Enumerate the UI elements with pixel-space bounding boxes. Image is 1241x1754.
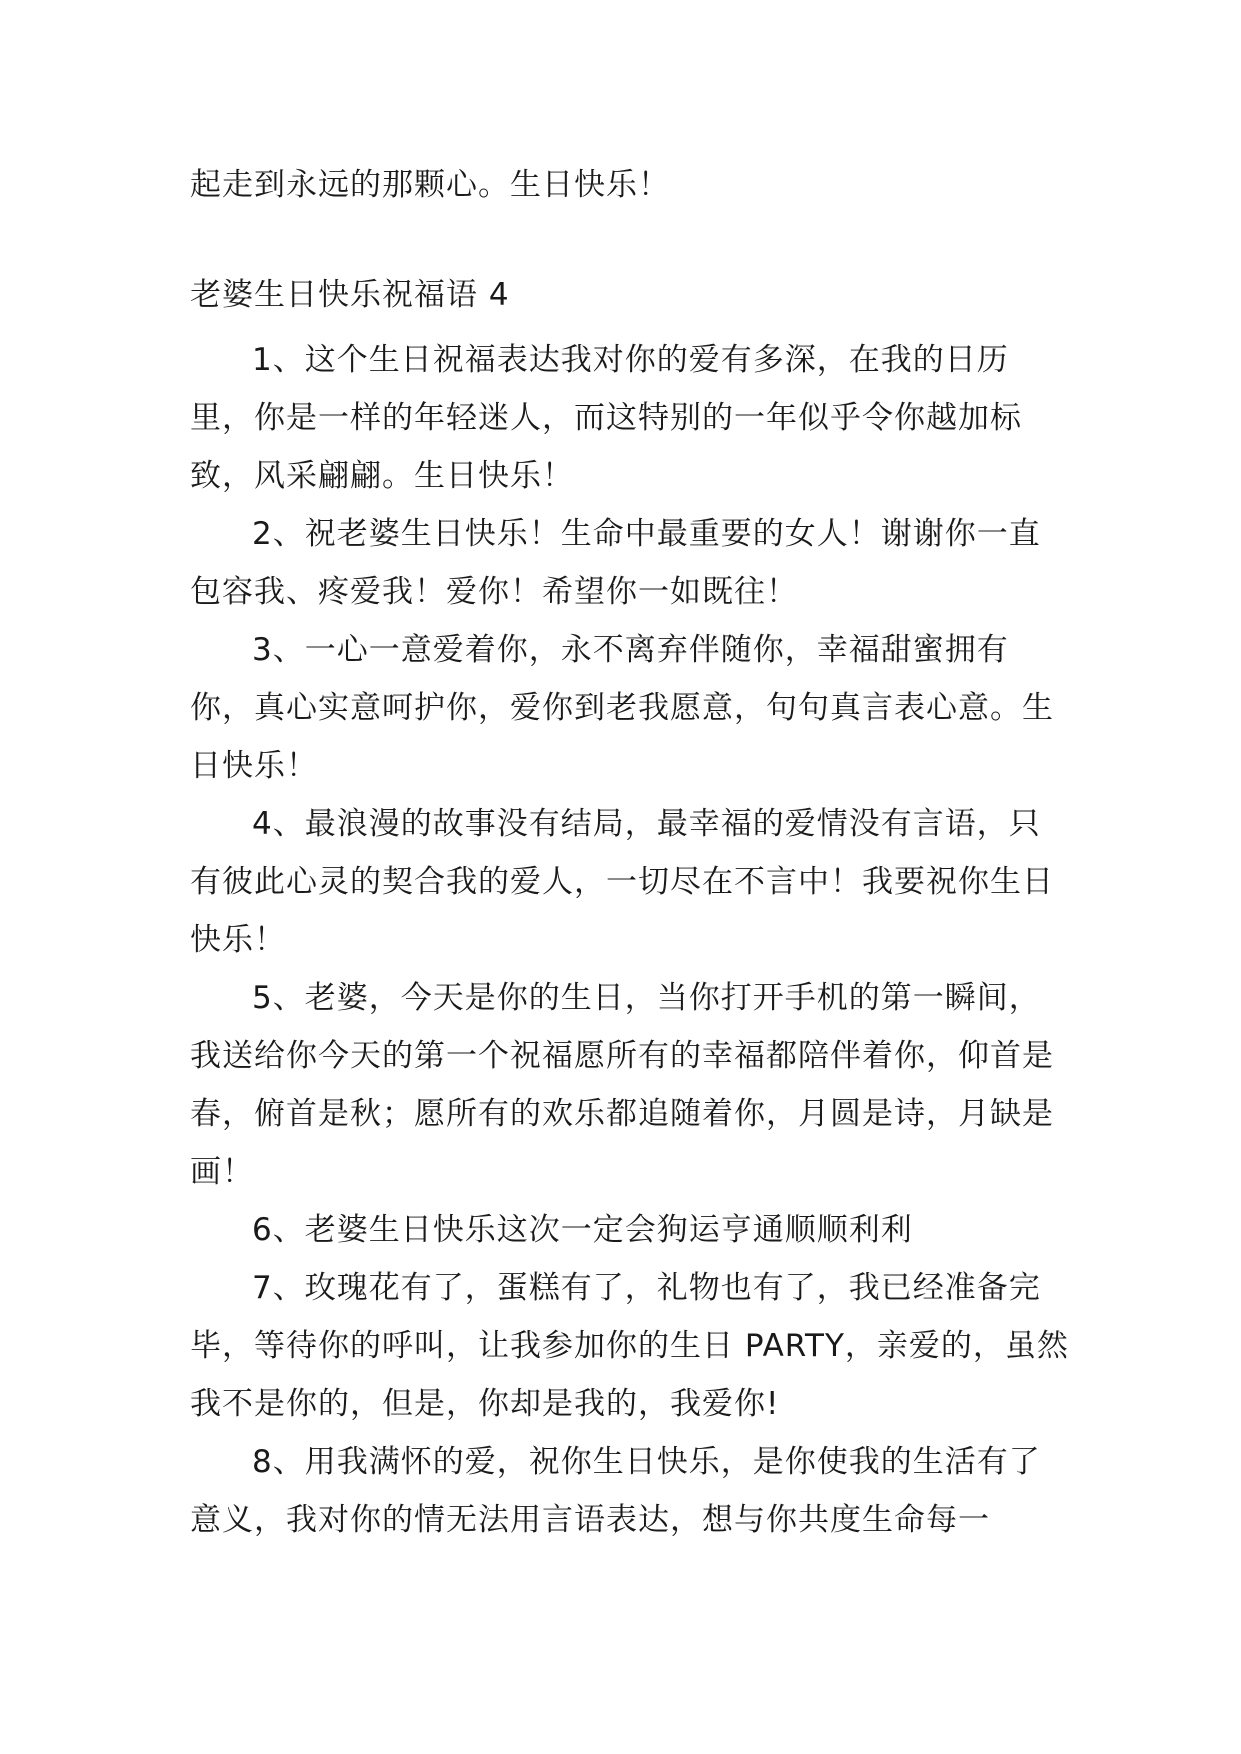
- list-item: 1、这个生日祝福表达我对你的爱有多深，在我的日历里，你是一样的年轻迷人，而这特别的一年似乎令你越加标致，风采翩翩。生日快乐！: [190, 342, 1022, 494]
- list-item: 5、老婆，今天是你的生日，当你打开手机的第一瞬间，我送给你今天的第一个祝福愿所有的幸福都陪伴着你，仰首是春，俯首是秋；愿所有的欢乐都追随着你，月圆是诗，月缺是画！: [190, 980, 1054, 1190]
- list-item: 3、一心一意爱着你，永不离弃伴随你，幸福甜蜜拥有你，真心实意呵护你，爱你到老我愿意，句句真言表心意。生日快乐！: [190, 632, 1054, 784]
- list-item: 2、祝老婆生日快乐！生命中最重要的女人！谢谢你一直包容我、疼爱我！爱你！希望你一如既往！: [190, 516, 1041, 610]
- list-item: 8、用我满怀的爱，祝你生日快乐，是你使我的生活有了意义，我对你的情无法用言语表达，想与你共度生命每一: [190, 1444, 1041, 1538]
- list-item: 4、最浪漫的故事没有结局，最幸福的爱情没有言语，只有彼此心灵的契合我的爱人，一切尽在不言中！我要祝你生日快乐！: [190, 806, 1054, 958]
- wish-list: [190, 331, 1070, 1549]
- list-item: 7、玫瑰花有了，蛋糕有了，礼物也有了，我已经准备完毕，等待你的呼叫，让我参加你的生日 PARTY，亲爱的，虽然我不是你的，但是，你却是我的，我爱你!: [190, 1270, 1069, 1422]
- list-item: 6、老婆生日快乐这次一定会狗运亨通顺顺利利: [252, 1212, 913, 1248]
- section-title: 老婆生日快乐祝福语 4: [190, 277, 510, 313]
- continuation-paragraph: 起走到永远的那颗心。生日快乐！: [190, 167, 670, 203]
